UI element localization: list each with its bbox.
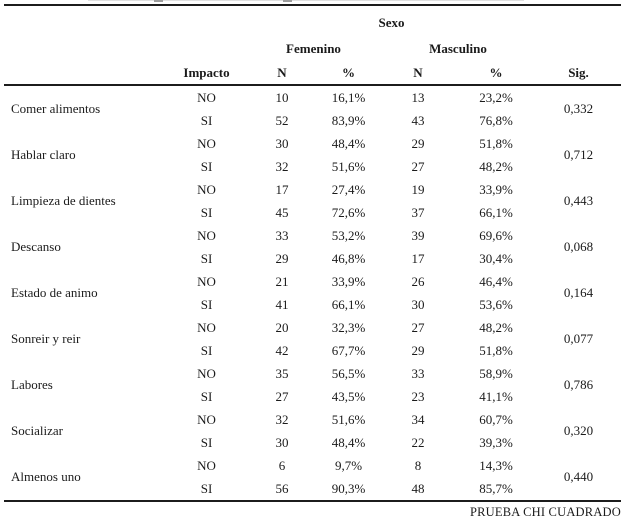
pct-cell-masculino: 48,2%	[479, 319, 513, 335]
pct-cell-femenino: 72,6%	[331, 204, 366, 220]
row-label: Hablar claro	[11, 147, 76, 162]
sig-cell: 0,332	[563, 101, 594, 116]
sig-cell: 0,077	[563, 331, 594, 346]
pct-cell-femenino: 27,4%	[331, 181, 366, 197]
pct-cell-masculino: 33,9%	[479, 181, 513, 197]
n-cell-femenino: 41	[275, 296, 289, 312]
sig-cell: 0,320	[563, 423, 594, 438]
n-cell-masculino: 29	[411, 135, 425, 151]
table-row	[4, 270, 621, 293]
n-cell-femenino: 27	[275, 388, 289, 404]
impacto-cell: SI	[200, 480, 213, 496]
n-cell-femenino: 29	[275, 250, 289, 266]
n-cell-femenino: 42	[275, 342, 289, 358]
pct-cell-femenino: 32,3%	[331, 319, 366, 335]
header-spacer	[4, 61, 166, 85]
n-cell-femenino: 21	[275, 273, 289, 289]
pct-cell-femenino: 51,6%	[331, 411, 366, 427]
n-header-masculino: N	[380, 61, 456, 85]
n-cell-femenino: 33	[275, 227, 289, 243]
impacto-cell: SI	[200, 342, 213, 358]
sig-header: Sig.	[536, 61, 621, 85]
n-cell-masculino: 37	[411, 204, 425, 220]
pct-cell-femenino: 16,1%	[331, 89, 366, 105]
pct-cell-masculino: 60,7%	[479, 411, 513, 427]
n-cell-masculino: 17	[411, 250, 425, 266]
impacto-cell: SI	[200, 112, 213, 128]
impacto-cell: NO	[197, 365, 216, 381]
table-row	[4, 408, 621, 431]
sig-cell: 0,712	[563, 147, 594, 162]
pct-header-masculino: %	[456, 61, 536, 85]
impacto-cell: SI	[200, 388, 213, 404]
cropped-caption-remnant	[283, 0, 292, 2]
row-label: Limpieza de dientes	[11, 193, 116, 208]
pct-cell-masculino: 69,6%	[479, 227, 513, 243]
pct-cell-masculino: 23,2%	[479, 89, 513, 105]
table-row	[4, 85, 621, 109]
header-spacer	[4, 36, 247, 61]
pct-cell-masculino: 76,8%	[479, 112, 513, 128]
row-label: Socializar	[11, 423, 63, 438]
row-label: Labores	[11, 377, 53, 392]
sig-cell: 0,443	[563, 193, 594, 208]
table-row	[4, 178, 621, 201]
sexo-header: Sexo	[378, 15, 405, 30]
pct-cell-femenino: 90,3%	[331, 480, 366, 496]
impacto-cell: NO	[197, 135, 216, 151]
pct-cell-femenino: 53,2%	[331, 227, 366, 243]
header-row-sex-groups	[4, 36, 621, 61]
pct-cell-femenino: 51,6%	[331, 158, 366, 174]
pct-cell-femenino: 46,8%	[331, 250, 366, 266]
pct-cell-femenino: 9,7%	[334, 457, 363, 473]
n-cell-femenino: 20	[275, 319, 289, 335]
table-row	[4, 316, 621, 339]
row-label: Descanso	[11, 239, 61, 254]
n-cell-masculino: 23	[411, 388, 425, 404]
masculino-header: Masculino	[429, 40, 487, 56]
header-spacer	[536, 36, 621, 61]
n-cell-femenino: 56	[275, 480, 289, 496]
cropped-caption-remnant	[154, 0, 163, 2]
n-cell-masculino: 8	[414, 457, 422, 473]
n-cell-masculino: 27	[411, 158, 425, 174]
pct-cell-femenino: 48,4%	[331, 135, 366, 151]
pct-cell-masculino: 53,6%	[479, 296, 513, 312]
pct-cell-masculino: 30,4%	[479, 250, 513, 266]
n-cell-masculino: 26	[411, 273, 425, 289]
n-cell-masculino: 29	[411, 342, 425, 358]
n-cell-femenino: 35	[275, 365, 289, 381]
pct-cell-femenino: 48,4%	[331, 434, 366, 450]
header-row-sexo	[4, 5, 621, 36]
header-spacer	[4, 5, 247, 36]
pct-cell-femenino: 83,9%	[331, 112, 366, 128]
pct-cell-masculino: 48,2%	[479, 158, 513, 174]
impacto-cell: SI	[200, 158, 213, 174]
impacto-cell: SI	[200, 250, 213, 266]
row-label: Almenos uno	[11, 469, 81, 484]
sig-cell: 0,164	[563, 285, 594, 300]
n-cell-femenino: 32	[275, 158, 289, 174]
pct-cell-masculino: 85,7%	[479, 480, 513, 496]
n-cell-masculino: 19	[411, 181, 425, 197]
impacto-cell: SI	[200, 434, 213, 450]
n-header-femenino: N	[247, 61, 317, 85]
n-cell-femenino: 30	[275, 135, 289, 151]
n-cell-masculino: 27	[411, 319, 425, 335]
n-cell-masculino: 13	[411, 89, 425, 105]
femenino-header: Femenino	[286, 40, 341, 56]
impacto-cell: NO	[197, 411, 216, 427]
n-cell-femenino: 32	[275, 411, 289, 427]
n-cell-masculino: 43	[411, 112, 425, 128]
sig-cell: 0,786	[563, 377, 594, 392]
pct-cell-femenino: 66,1%	[331, 296, 366, 312]
n-cell-femenino: 6	[278, 457, 286, 473]
pct-cell-femenino: 56,5%	[331, 365, 366, 381]
table-head	[4, 5, 621, 85]
footer-note: PRUEBA CHI CUADRADO	[469, 505, 621, 519]
impacto-cell: NO	[197, 319, 216, 335]
table-row	[4, 224, 621, 247]
pct-cell-masculino: 41,1%	[479, 388, 513, 404]
n-cell-masculino: 33	[411, 365, 425, 381]
table-row	[4, 362, 621, 385]
pct-cell-masculino: 51,8%	[479, 135, 513, 151]
pct-cell-masculino: 66,1%	[479, 204, 513, 220]
n-cell-masculino: 39	[411, 227, 425, 243]
n-cell-femenino: 52	[275, 112, 289, 128]
table-body	[4, 85, 621, 501]
n-cell-femenino: 30	[275, 434, 289, 450]
pct-cell-masculino: 58,9%	[479, 365, 513, 381]
pct-cell-femenino: 33,9%	[331, 273, 366, 289]
pct-cell-femenino: 67,7%	[331, 342, 366, 358]
pct-cell-masculino: 46,4%	[479, 273, 513, 289]
impacto-cell: SI	[200, 204, 213, 220]
impacto-cell: NO	[197, 181, 216, 197]
n-cell-masculino: 48	[411, 480, 425, 496]
sig-cell: 0,068	[563, 239, 594, 254]
table-row	[4, 132, 621, 155]
impacto-cell: NO	[197, 457, 216, 473]
impacto-cell: NO	[197, 227, 216, 243]
pct-header-femenino: %	[317, 61, 380, 85]
table-row	[4, 454, 621, 477]
row-label: Comer alimentos	[11, 101, 101, 116]
pct-cell-masculino: 51,8%	[479, 342, 513, 358]
impacto-cell: SI	[200, 296, 213, 312]
n-cell-masculino: 22	[411, 434, 425, 450]
n-cell-femenino: 10	[275, 89, 289, 105]
sig-cell: 0,440	[563, 469, 594, 484]
pct-cell-masculino: 39,3%	[479, 434, 513, 450]
header-row-columns	[4, 61, 621, 85]
row-label: Sonreir y reir	[11, 331, 81, 346]
impacto-cell: NO	[197, 273, 216, 289]
pct-cell-masculino: 14,3%	[479, 457, 513, 473]
pct-cell-femenino: 43,5%	[331, 388, 366, 404]
row-label: Estado de animo	[11, 285, 98, 300]
impacto-header: Impacto	[166, 61, 247, 85]
n-cell-femenino: 17	[275, 181, 289, 197]
impacto-cell: NO	[197, 89, 216, 105]
chi-square-table	[4, 4, 621, 502]
n-cell-masculino: 30	[411, 296, 425, 312]
n-cell-masculino: 34	[411, 411, 425, 427]
header-spacer	[536, 5, 621, 36]
n-cell-femenino: 45	[275, 204, 289, 220]
